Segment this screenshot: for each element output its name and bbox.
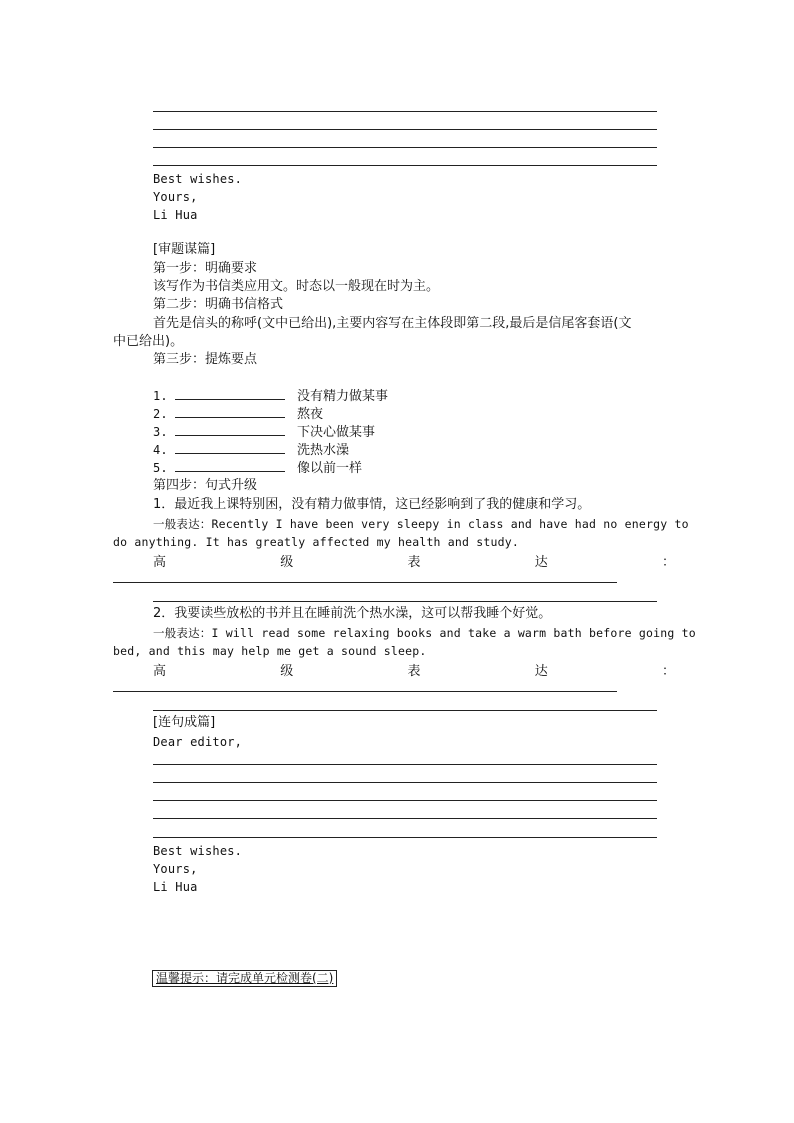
writing-line: [153, 147, 657, 148]
point-number: 3.: [153, 425, 168, 439]
step-1-title: 第一步：明确要求: [153, 261, 258, 276]
point-item: [153, 459, 362, 478]
advanced-char: 达: [534, 555, 548, 570]
advanced-char: 高: [153, 555, 167, 570]
advanced-char: 高: [153, 664, 167, 679]
answer-blank[interactable]: [175, 459, 285, 472]
answer-line[interactable]: [113, 691, 617, 692]
advanced-char: 表: [407, 664, 421, 679]
sentence-2-plain: [153, 624, 696, 642]
point-hint: 像以前一样: [297, 461, 363, 476]
closing-wishes: Best wishes.: [153, 172, 243, 186]
answer-blank[interactable]: [175, 441, 285, 454]
answer-line[interactable]: [153, 601, 657, 602]
step-1-text: 该写作为书信类应用文。时态以一般现在时为主。: [153, 279, 440, 294]
writing-line: [153, 111, 657, 112]
writing-line: [153, 165, 657, 166]
answer-blank[interactable]: [175, 423, 285, 436]
point-item: [153, 405, 323, 424]
sentence-1-plain-text: 一般表达：Recently I have been very sleepy in class and have had no energy to: [153, 517, 689, 531]
advanced-expression-label: [153, 660, 675, 679]
closing-yours: Yours,: [153, 862, 198, 876]
answer-blank[interactable]: [175, 387, 285, 400]
closing-name: Li Hua: [153, 880, 198, 894]
step-2-text-cont: 中已给出)。: [113, 334, 184, 349]
point-hint: 没有精力做某事: [297, 389, 389, 404]
advanced-expression-label: [153, 551, 675, 570]
section-heading-compose: [连句成篇]: [153, 715, 216, 730]
writing-line: [153, 129, 657, 130]
closing-wishes: Best wishes.: [153, 844, 243, 858]
answer-blank[interactable]: [175, 405, 285, 418]
point-number: 5.: [153, 461, 168, 475]
step-4-title: 第四步：句式升级: [153, 478, 258, 493]
advanced-char: 级: [280, 664, 294, 679]
answer-line[interactable]: [113, 582, 617, 583]
sentence-1-chinese: 1．最近我上课特别困，没有精力做事情，这已经影响到了我的健康和学习。: [153, 497, 591, 512]
point-hint: 下决心做某事: [297, 425, 376, 440]
point-hint: 熬夜: [297, 407, 324, 422]
writing-line[interactable]: [153, 764, 657, 765]
closing-name: Li Hua: [153, 208, 198, 222]
closing-yours: Yours,: [153, 190, 198, 204]
step-2-title: 第二步：明确书信格式: [153, 297, 284, 312]
section-heading-analysis: [审题谋篇]: [153, 242, 216, 257]
letter-greeting: Dear editor,: [153, 735, 243, 749]
sentence-1-plain: [153, 515, 689, 533]
point-hint: 洗热水澡: [297, 443, 350, 458]
advanced-char: 级: [280, 555, 294, 570]
sentence-1-plain-cont: do anything. It has greatly affected my health and study.: [113, 535, 520, 549]
step-2-text: 首先是信头的称呼(文中已给出),主要内容写在主体段即第二段,最后是信尾客套语(文: [153, 316, 632, 331]
sentence-2-plain-text: 一般表达：I will read some relaxing books and take a warm bath before going to: [153, 626, 696, 640]
answer-line[interactable]: [153, 710, 657, 711]
writing-line[interactable]: [153, 837, 657, 838]
writing-line[interactable]: [153, 800, 657, 801]
point-number: 2.: [153, 407, 168, 421]
advanced-char: ：: [661, 664, 675, 679]
point-number: 4.: [153, 443, 168, 457]
sentence-2-plain-cont: bed, and this may help me get a sound sleep.: [113, 644, 427, 658]
writing-line[interactable]: [153, 782, 657, 783]
point-item: [153, 423, 375, 442]
advanced-char: 达: [534, 664, 548, 679]
advanced-char: ：: [661, 555, 675, 570]
writing-line[interactable]: [153, 818, 657, 819]
point-item: [153, 441, 349, 460]
advanced-char: 表: [407, 555, 421, 570]
reminder-tip: 温馨提示：请完成单元检测卷(二): [152, 970, 337, 987]
step-3-title: 第三步：提炼要点: [153, 352, 258, 367]
sentence-2-chinese: 2．我要读些放松的书并且在睡前洗个热水澡，这可以帮我睡个好觉。: [153, 606, 552, 621]
point-number: 1.: [153, 389, 168, 403]
point-item: [153, 387, 388, 406]
